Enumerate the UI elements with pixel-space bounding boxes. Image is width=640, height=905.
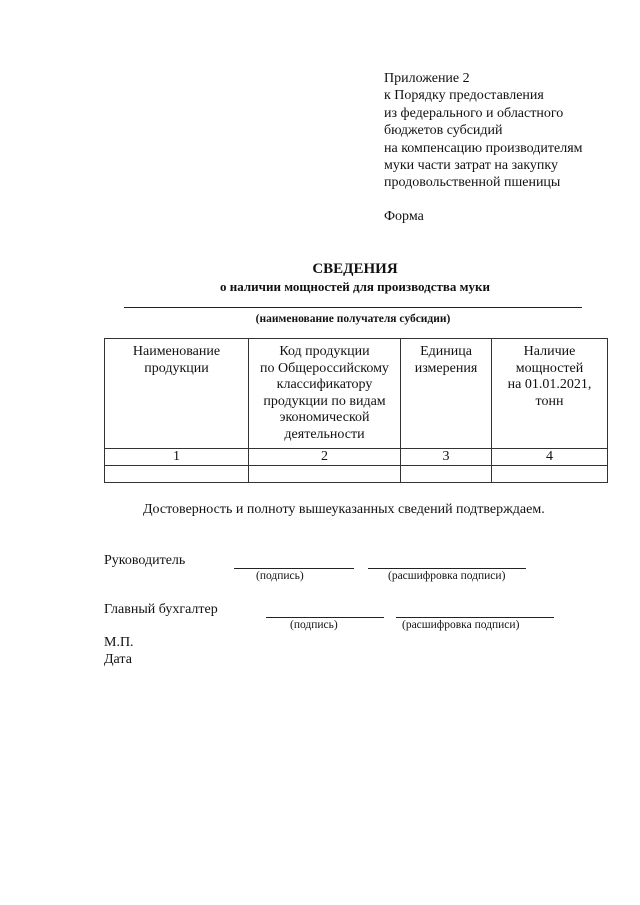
table-cell[interactable] [492,466,608,483]
confirmation-text: Достоверность и полноту вышеуказанных сведений подтверждаем. [143,502,545,517]
chief-accountant-label: Главный бухгалтер [104,602,218,617]
header-capacity: Наличие мощностей на 01.01.2021, тонн [492,339,608,449]
appendix-line: к Порядку предоставления [384,88,544,104]
head-decoding-line[interactable] [368,568,526,569]
stamp-place: М.П. [104,635,134,650]
table-cell[interactable] [401,466,492,483]
appendix-line: муки части затрат на закупку [384,158,559,174]
table-column-numbers-row [105,449,608,466]
column-number: 1 [105,449,249,466]
chief-decoding-caption: (расшифровка подписи) [402,619,520,631]
capacity-table [104,338,608,483]
table-cell[interactable] [105,466,249,483]
header-product-name: Наименование продукции [105,339,249,449]
appendix-line: Приложение 2 [384,71,470,86]
form-label: Форма [384,209,424,224]
recipient-name-line[interactable] [124,307,582,308]
appendix-line: на компенсацию производителям [384,140,583,156]
head-label: Руководитель [104,553,186,568]
document-subtitle: о наличии мощностей для производства муки [220,279,490,294]
appendix-line: бюджетов субсидий [384,123,503,139]
head-decoding-caption: (расшифровка подписи) [388,570,506,582]
table-cell[interactable] [249,466,401,483]
chief-decoding-line[interactable] [396,617,554,618]
date-label: Дата [104,652,132,667]
table-row [105,466,608,483]
appendix-line: из федерального и областного [384,105,564,121]
head-signature-caption: (подпись) [256,570,304,582]
header-product-code: Код продукции по Общероссийскому классификатору продукции по видам экономической деятельности [249,339,401,449]
recipient-caption: (наименование получателя субсидии) [255,313,451,325]
chief-signature-caption: (подпись) [290,619,338,631]
chief-signature-line[interactable] [266,617,384,618]
column-number: 2 [249,449,401,466]
header-unit: Единица измерения [401,339,492,449]
document-title: СВЕДЕНИЯ [312,261,398,277]
appendix-block [384,70,583,192]
column-number: 4 [492,449,608,466]
appendix-line: продовольственной пшеницы [384,175,561,191]
column-number: 3 [401,449,492,466]
head-signature-line[interactable] [234,568,354,569]
table-header-row [105,339,608,449]
